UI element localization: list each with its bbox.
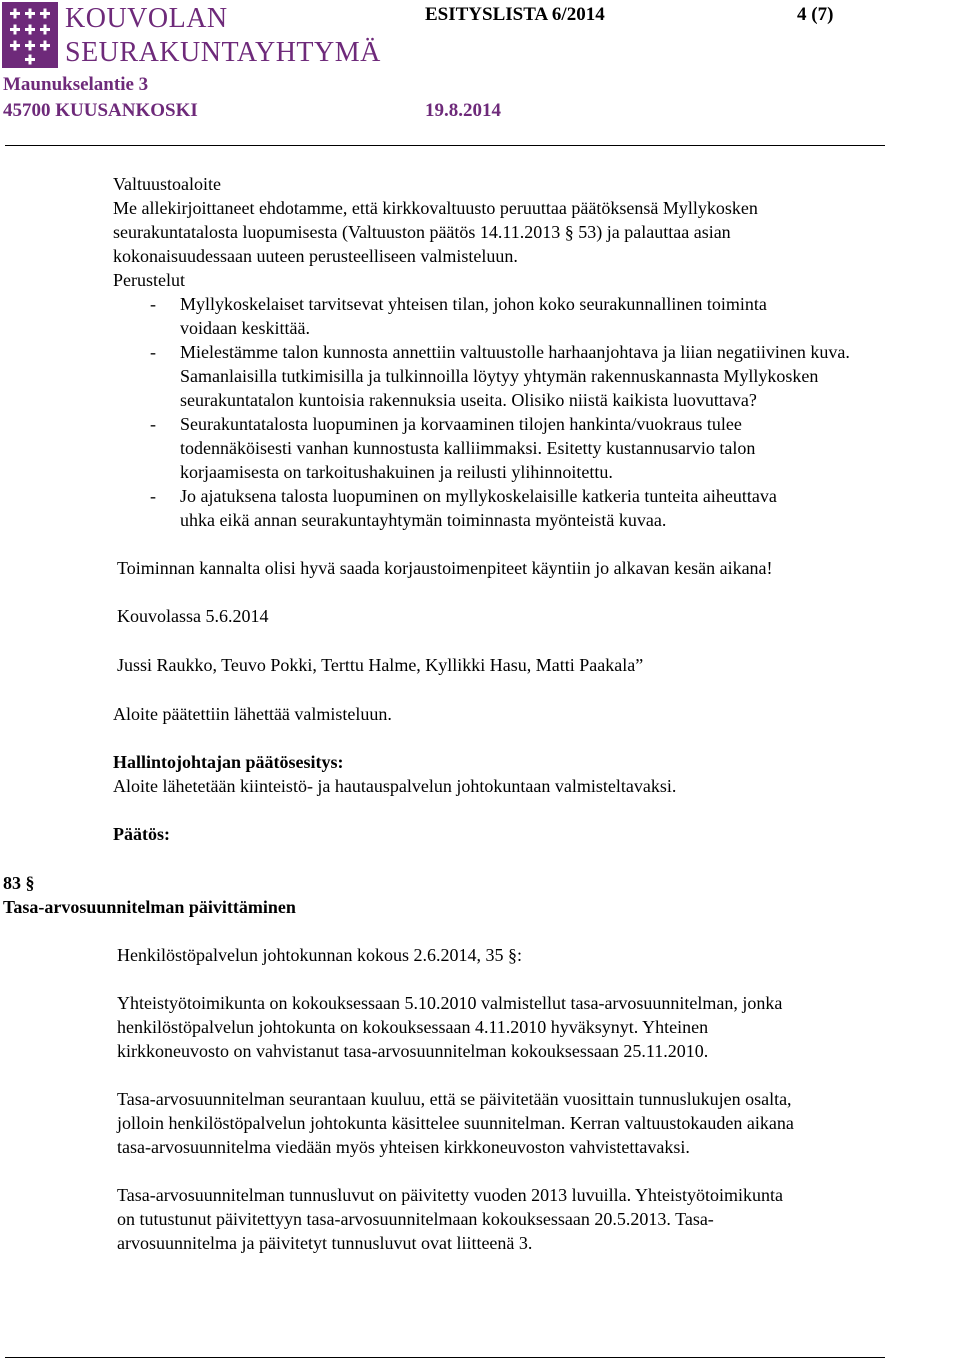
- bullet-line: Mielestämme talon kunnosta annettiin valtuustolle harhaanjohtava ja liian negatiivinen kuva.: [180, 342, 850, 362]
- bullet-line: voidaan keskittää.: [180, 318, 310, 338]
- intro-line: kokonaisuudessaan uuteen perusteelliseen valmisteluun.: [113, 246, 518, 266]
- paragraph-line: Tasa-arvosuunnitelman tunnusluvut on päivitetty vuoden 2013 luvuilla. Yhteistyötoimikunta: [117, 1185, 783, 1205]
- org-name-line1: KOUVOLAN: [65, 3, 228, 34]
- doc-date: 19.8.2014: [425, 100, 501, 121]
- meeting-reference: Henkilöstöpalvelun johtokunnan kokous 2.6.2014, 35 §:: [117, 945, 522, 965]
- proposal-text: Aloite lähetetään kiinteistö- ja hautauspalvelun johtokuntaan valmisteltavaksi.: [113, 776, 677, 796]
- section-number-value: 83: [3, 873, 21, 893]
- page-number: 4 (7): [797, 4, 834, 25]
- place-date: Kouvolassa 5.6.2014: [117, 606, 269, 626]
- street-address: Maunukselantie 3: [3, 74, 149, 95]
- paragraph-line: henkilöstöpalvelun johtokunta on kokouksessaan 4.11.2010 hyväksynyt. Yhteinen: [117, 1017, 709, 1037]
- paragraph-line: Tasa-arvosuunnitelman seurantaan kuuluu, että se päivitetään vuosittain tunnuslukujen osalta,: [117, 1089, 792, 1109]
- toiminnan-text: Toiminnan kannalta olisi hyvä saada korjaustoimenpiteet käyntiin jo alkavan kesän aikana!: [117, 558, 773, 578]
- bullet-line: Samanlaisilla tutkimisilla ja tulkinnoilla löytyy yhtymän rakennuskannasta Myllykosken: [180, 366, 819, 386]
- bullet-line: todennäköisesti vanhan kunnostusta kalliimmaksi. Esitetty kustannusarvio talon: [180, 438, 756, 458]
- header-divider: [5, 145, 885, 146]
- postal-address: 45700 KUUSANKOSKI: [3, 100, 198, 121]
- bullet-line: uhka eikä annan seurakuntayhtymän toiminnasta myönteistä kuvaa.: [180, 510, 667, 530]
- paragraph-line: jolloin henkilöstöpalvelun johtokunta käsittelee suunnitelman. Kerran valtuustokauden aikana: [117, 1113, 794, 1133]
- decision-heading: Päätös:: [113, 824, 170, 844]
- org-name-line2: SEURAKUNTAYHTYMÄ: [65, 37, 381, 68]
- section-sign: §: [25, 873, 35, 893]
- paragraph-line: arvosuunnitelma ja päivitetyt tunnusluvut ovat liitteenä 3.: [117, 1233, 533, 1253]
- paragraph-line: Yhteistyötoimikunta on kokouksessaan 5.10.2010 valmistellut tasa-arvosuunnitelman, jonka: [117, 993, 783, 1013]
- doc-title: ESITYSLISTA 6/2014: [425, 4, 605, 25]
- intro-line: seurakuntatalosta luopumisesta (Valtuuston päätös 14.11.2013 § 53) ja palauttaa asian: [113, 222, 731, 242]
- perustelut-heading: Perustelut: [113, 270, 185, 290]
- footer-divider: [5, 1357, 885, 1358]
- bullet-dash: -: [150, 414, 156, 434]
- intro-line: Me allekirjoittaneet ehdotamme, että kirkkovaltuusto peruuttaa päätöksensä Myllykosken: [113, 198, 758, 218]
- signers: Jussi Raukko, Teuvo Pokki, Terttu Halme, Kyllikki Hasu, Matti Paakala”: [117, 655, 644, 675]
- paragraph-line: on tutustunut päivitettyyn tasa-arvosuunnitelmaan kokouksessaan 20.5.2013. Tasa-: [117, 1209, 714, 1229]
- bullet-dash: -: [150, 342, 156, 362]
- bullet-line: korjaamisesta on tarkoitushakuinen ja reilusti ylihinnoitettu.: [180, 462, 613, 482]
- cross-logo-icon: [2, 2, 58, 68]
- aloite-sent: Aloite päätettiin lähettää valmisteluun.: [113, 704, 392, 724]
- bullet-dash: -: [150, 294, 156, 314]
- org-logo: [2, 2, 397, 70]
- paragraph-line: tasa-arvosuunnitelma viedään myös yhteisen kirkkoneuvoston vahvistettavaksi.: [117, 1137, 690, 1157]
- bullet-line: Seurakuntatalosta luopuminen ja korvaaminen tilojen hankinta/vuokraus tulee: [180, 414, 742, 434]
- section-title: Tasa-arvosuunnitelman päivittäminen: [3, 897, 296, 917]
- bullet-dash: -: [150, 486, 156, 506]
- paragraph-line: kirkkoneuvosto on vahvistanut tasa-arvosuunnitelman kokouksessaan 25.11.2010.: [117, 1041, 709, 1061]
- bullet-line: Jo ajatuksena talosta luopuminen on myllykoskelaisille katkeria tunteita aiheuttava: [180, 486, 777, 506]
- bullet-line: Myllykoskelaiset tarvitsevat yhteisen tilan, johon koko seurakunnallinen toiminta: [180, 294, 767, 314]
- section-number: [3, 872, 35, 894]
- intro-title: Valtuustoaloite: [113, 174, 221, 194]
- bullet-line: seurakuntatalon kuntoisia rakennuksia useita. Olisiko niistä kaikista luovuttava?: [180, 390, 757, 410]
- proposal-heading: Hallintojohtajan päätösesitys:: [113, 752, 344, 772]
